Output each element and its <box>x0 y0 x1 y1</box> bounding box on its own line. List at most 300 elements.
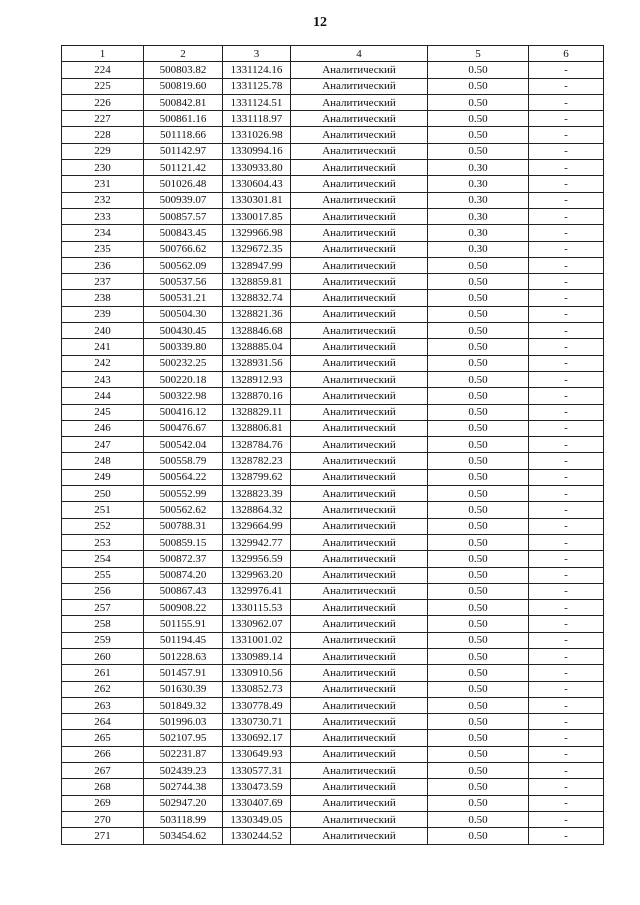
table-row <box>62 208 604 224</box>
coord-x-cell: 500564.22 <box>144 469 223 485</box>
accuracy-cell: 0.50 <box>428 486 529 502</box>
coord-y-cell: 1328912.93 <box>223 371 291 387</box>
table-row <box>62 648 604 664</box>
method-cell: Аналитический <box>291 306 428 322</box>
coord-x-cell: 501026.48 <box>144 176 223 192</box>
note-cell: - <box>529 323 604 339</box>
method-cell: Аналитический <box>291 290 428 306</box>
method-cell: Аналитический <box>291 420 428 436</box>
coordinates-table <box>61 45 604 845</box>
coord-x-cell: 500322.98 <box>144 388 223 404</box>
table-row <box>62 127 604 143</box>
note-cell: - <box>529 616 604 632</box>
method-cell: Аналитический <box>291 828 428 844</box>
table-row <box>62 62 604 78</box>
coord-x-cell: 500908.22 <box>144 600 223 616</box>
point-number-cell: 243 <box>62 371 144 387</box>
table-row <box>62 404 604 420</box>
column-header: 6 <box>529 46 604 62</box>
point-number-cell: 256 <box>62 583 144 599</box>
coord-x-cell: 500232.25 <box>144 355 223 371</box>
table-row <box>62 697 604 713</box>
method-cell: Аналитический <box>291 388 428 404</box>
note-cell: - <box>529 518 604 534</box>
accuracy-cell: 0.50 <box>428 257 529 273</box>
coord-y-cell: 1328870.16 <box>223 388 291 404</box>
coord-y-cell: 1328799.62 <box>223 469 291 485</box>
coord-y-cell: 1331026.98 <box>223 127 291 143</box>
note-cell: - <box>529 453 604 469</box>
accuracy-cell: 0.50 <box>428 143 529 159</box>
accuracy-cell: 0.50 <box>428 78 529 94</box>
accuracy-cell: 0.50 <box>428 127 529 143</box>
point-number-cell: 244 <box>62 388 144 404</box>
method-cell: Аналитический <box>291 600 428 616</box>
coord-x-cell: 501630.39 <box>144 681 223 697</box>
table-row <box>62 811 604 827</box>
method-cell: Аналитический <box>291 486 428 502</box>
coord-x-cell: 500788.31 <box>144 518 223 534</box>
coord-x-cell: 500859.15 <box>144 534 223 550</box>
coord-x-cell: 503118.99 <box>144 811 223 827</box>
point-number-cell: 247 <box>62 437 144 453</box>
accuracy-cell: 0.30 <box>428 176 529 192</box>
accuracy-cell: 0.50 <box>428 632 529 648</box>
point-number-cell: 261 <box>62 665 144 681</box>
table-row <box>62 437 604 453</box>
coord-x-cell: 500542.04 <box>144 437 223 453</box>
coord-y-cell: 1328885.04 <box>223 339 291 355</box>
coord-x-cell: 501118.66 <box>144 127 223 143</box>
point-number-cell: 246 <box>62 420 144 436</box>
coord-y-cell: 1329956.59 <box>223 551 291 567</box>
coord-x-cell: 500552.99 <box>144 486 223 502</box>
method-cell: Аналитический <box>291 437 428 453</box>
coord-y-cell: 1330778.49 <box>223 697 291 713</box>
coord-y-cell: 1331125.78 <box>223 78 291 94</box>
coord-y-cell: 1329672.35 <box>223 241 291 257</box>
note-cell: - <box>529 143 604 159</box>
method-cell: Аналитический <box>291 111 428 127</box>
coord-y-cell: 1328806.81 <box>223 420 291 436</box>
coord-y-cell: 1330604.43 <box>223 176 291 192</box>
coord-x-cell: 500339.80 <box>144 339 223 355</box>
accuracy-cell: 0.50 <box>428 811 529 827</box>
method-cell: Аналитический <box>291 681 428 697</box>
coord-x-cell: 502947.20 <box>144 795 223 811</box>
method-cell: Аналитический <box>291 62 428 78</box>
method-cell: Аналитический <box>291 583 428 599</box>
coord-x-cell: 501142.97 <box>144 143 223 159</box>
coord-x-cell: 501457.91 <box>144 665 223 681</box>
point-number-cell: 268 <box>62 779 144 795</box>
method-cell: Аналитический <box>291 502 428 518</box>
table-row <box>62 828 604 844</box>
coord-y-cell: 1330115.53 <box>223 600 291 616</box>
note-cell: - <box>529 94 604 110</box>
method-cell: Аналитический <box>291 160 428 176</box>
method-cell: Аналитический <box>291 371 428 387</box>
accuracy-cell: 0.30 <box>428 208 529 224</box>
note-cell: - <box>529 648 604 664</box>
table-row <box>62 306 604 322</box>
coord-y-cell: 1329942.77 <box>223 534 291 550</box>
method-cell: Аналитический <box>291 795 428 811</box>
point-number-cell: 242 <box>62 355 144 371</box>
coord-x-cell: 501155.91 <box>144 616 223 632</box>
table-row <box>62 714 604 730</box>
accuracy-cell: 0.50 <box>428 681 529 697</box>
table-row <box>62 420 604 436</box>
accuracy-cell: 0.50 <box>428 795 529 811</box>
point-number-cell: 266 <box>62 746 144 762</box>
method-cell: Аналитический <box>291 746 428 762</box>
method-cell: Аналитический <box>291 127 428 143</box>
method-cell: Аналитический <box>291 176 428 192</box>
table-row <box>62 274 604 290</box>
point-number-cell: 249 <box>62 469 144 485</box>
accuracy-cell: 0.30 <box>428 160 529 176</box>
accuracy-cell: 0.50 <box>428 355 529 371</box>
coord-y-cell: 1328931.56 <box>223 355 291 371</box>
method-cell: Аналитический <box>291 763 428 779</box>
coord-y-cell: 1328829.11 <box>223 404 291 420</box>
table-row <box>62 567 604 583</box>
coord-y-cell: 1330989.14 <box>223 648 291 664</box>
point-number-cell: 234 <box>62 225 144 241</box>
column-header: 2 <box>144 46 223 62</box>
table-row <box>62 486 604 502</box>
point-number-cell: 224 <box>62 62 144 78</box>
accuracy-cell: 0.50 <box>428 697 529 713</box>
accuracy-cell: 0.50 <box>428 616 529 632</box>
point-number-cell: 229 <box>62 143 144 159</box>
note-cell: - <box>529 388 604 404</box>
point-number-cell: 250 <box>62 486 144 502</box>
table-row <box>62 779 604 795</box>
table-row <box>62 730 604 746</box>
accuracy-cell: 0.30 <box>428 241 529 257</box>
coord-x-cell: 501849.32 <box>144 697 223 713</box>
note-cell: - <box>529 192 604 208</box>
accuracy-cell: 0.50 <box>428 714 529 730</box>
method-cell: Аналитический <box>291 241 428 257</box>
note-cell: - <box>529 404 604 420</box>
accuracy-cell: 0.50 <box>428 600 529 616</box>
coord-x-cell: 500867.43 <box>144 583 223 599</box>
coord-x-cell: 501228.63 <box>144 648 223 664</box>
coord-y-cell: 1330994.16 <box>223 143 291 159</box>
table-row <box>62 94 604 110</box>
accuracy-cell: 0.50 <box>428 371 529 387</box>
method-cell: Аналитический <box>291 78 428 94</box>
accuracy-cell: 0.50 <box>428 502 529 518</box>
point-number-cell: 252 <box>62 518 144 534</box>
table-row <box>62 616 604 632</box>
accuracy-cell: 0.50 <box>428 274 529 290</box>
coord-x-cell: 500843.45 <box>144 225 223 241</box>
accuracy-cell: 0.50 <box>428 94 529 110</box>
accuracy-cell: 0.50 <box>428 746 529 762</box>
method-cell: Аналитический <box>291 453 428 469</box>
method-cell: Аналитический <box>291 811 428 827</box>
note-cell: - <box>529 469 604 485</box>
coord-y-cell: 1330730.71 <box>223 714 291 730</box>
accuracy-cell: 0.30 <box>428 192 529 208</box>
note-cell: - <box>529 274 604 290</box>
note-cell: - <box>529 600 604 616</box>
coord-y-cell: 1330349.05 <box>223 811 291 827</box>
note-cell: - <box>529 779 604 795</box>
coord-y-cell: 1328947.99 <box>223 257 291 273</box>
point-number-cell: 235 <box>62 241 144 257</box>
method-cell: Аналитический <box>291 779 428 795</box>
column-header: 1 <box>62 46 144 62</box>
accuracy-cell: 0.50 <box>428 730 529 746</box>
note-cell: - <box>529 127 604 143</box>
point-number-cell: 232 <box>62 192 144 208</box>
point-number-cell: 227 <box>62 111 144 127</box>
method-cell: Аналитический <box>291 225 428 241</box>
table-row <box>62 746 604 762</box>
method-cell: Аналитический <box>291 616 428 632</box>
coord-y-cell: 1329966.98 <box>223 225 291 241</box>
note-cell: - <box>529 811 604 827</box>
table-row <box>62 355 604 371</box>
note-cell: - <box>529 290 604 306</box>
accuracy-cell: 0.50 <box>428 648 529 664</box>
table-row <box>62 257 604 273</box>
coord-y-cell: 1330962.07 <box>223 616 291 632</box>
note-cell: - <box>529 746 604 762</box>
note-cell: - <box>529 714 604 730</box>
coord-x-cell: 500766.62 <box>144 241 223 257</box>
method-cell: Аналитический <box>291 192 428 208</box>
point-number-cell: 233 <box>62 208 144 224</box>
coord-x-cell: 502107.95 <box>144 730 223 746</box>
note-cell: - <box>529 160 604 176</box>
method-cell: Аналитический <box>291 648 428 664</box>
accuracy-cell: 0.50 <box>428 518 529 534</box>
coord-x-cell: 500857.57 <box>144 208 223 224</box>
accuracy-cell: 0.50 <box>428 388 529 404</box>
coord-y-cell: 1329963.20 <box>223 567 291 583</box>
table-row <box>62 143 604 159</box>
method-cell: Аналитический <box>291 665 428 681</box>
accuracy-cell: 0.50 <box>428 111 529 127</box>
point-number-cell: 231 <box>62 176 144 192</box>
accuracy-cell: 0.50 <box>428 763 529 779</box>
table-row <box>62 453 604 469</box>
table-row <box>62 502 604 518</box>
coord-y-cell: 1328821.36 <box>223 306 291 322</box>
coord-y-cell: 1330473.59 <box>223 779 291 795</box>
coord-x-cell: 502231.87 <box>144 746 223 762</box>
accuracy-cell: 0.30 <box>428 225 529 241</box>
coord-y-cell: 1331124.16 <box>223 62 291 78</box>
coord-y-cell: 1330577.31 <box>223 763 291 779</box>
table-row <box>62 160 604 176</box>
table-row <box>62 111 604 127</box>
note-cell: - <box>529 534 604 550</box>
note-cell: - <box>529 111 604 127</box>
method-cell: Аналитический <box>291 551 428 567</box>
table-row <box>62 388 604 404</box>
point-number-cell: 230 <box>62 160 144 176</box>
note-cell: - <box>529 567 604 583</box>
accuracy-cell: 0.50 <box>428 534 529 550</box>
coord-y-cell: 1328859.81 <box>223 274 291 290</box>
method-cell: Аналитический <box>291 518 428 534</box>
method-cell: Аналитический <box>291 208 428 224</box>
accuracy-cell: 0.50 <box>428 323 529 339</box>
accuracy-cell: 0.50 <box>428 551 529 567</box>
point-number-cell: 238 <box>62 290 144 306</box>
table-row <box>62 176 604 192</box>
table-row <box>62 469 604 485</box>
note-cell: - <box>529 681 604 697</box>
method-cell: Аналитический <box>291 534 428 550</box>
coord-y-cell: 1330910.56 <box>223 665 291 681</box>
note-cell: - <box>529 208 604 224</box>
coord-x-cell: 502439.23 <box>144 763 223 779</box>
coord-x-cell: 500220.18 <box>144 371 223 387</box>
accuracy-cell: 0.50 <box>428 567 529 583</box>
coord-x-cell: 500842.81 <box>144 94 223 110</box>
table-header-row <box>62 46 604 62</box>
accuracy-cell: 0.50 <box>428 469 529 485</box>
point-number-cell: 253 <box>62 534 144 550</box>
table-row <box>62 518 604 534</box>
method-cell: Аналитический <box>291 404 428 420</box>
note-cell: - <box>529 486 604 502</box>
point-number-cell: 262 <box>62 681 144 697</box>
table-row <box>62 665 604 681</box>
table-row <box>62 763 604 779</box>
point-number-cell: 226 <box>62 94 144 110</box>
note-cell: - <box>529 62 604 78</box>
table-row <box>62 323 604 339</box>
coord-x-cell: 500562.09 <box>144 257 223 273</box>
coord-y-cell: 1330407.69 <box>223 795 291 811</box>
method-cell: Аналитический <box>291 257 428 273</box>
method-cell: Аналитический <box>291 339 428 355</box>
point-number-cell: 257 <box>62 600 144 616</box>
table-row <box>62 632 604 648</box>
note-cell: - <box>529 697 604 713</box>
coord-x-cell: 502744.38 <box>144 779 223 795</box>
point-number-cell: 258 <box>62 616 144 632</box>
point-number-cell: 267 <box>62 763 144 779</box>
point-number-cell: 259 <box>62 632 144 648</box>
point-number-cell: 225 <box>62 78 144 94</box>
method-cell: Аналитический <box>291 697 428 713</box>
column-header: 3 <box>223 46 291 62</box>
table-row <box>62 600 604 616</box>
page-number: 12 <box>313 15 327 30</box>
accuracy-cell: 0.50 <box>428 437 529 453</box>
coord-y-cell: 1331118.97 <box>223 111 291 127</box>
table-row <box>62 534 604 550</box>
coord-x-cell: 500531.21 <box>144 290 223 306</box>
point-number-cell: 245 <box>62 404 144 420</box>
method-cell: Аналитический <box>291 469 428 485</box>
point-number-cell: 236 <box>62 257 144 273</box>
table-row <box>62 371 604 387</box>
method-cell: Аналитический <box>291 730 428 746</box>
coord-x-cell: 503454.62 <box>144 828 223 844</box>
point-number-cell: 251 <box>62 502 144 518</box>
note-cell: - <box>529 420 604 436</box>
note-cell: - <box>529 730 604 746</box>
point-number-cell: 264 <box>62 714 144 730</box>
accuracy-cell: 0.50 <box>428 62 529 78</box>
coord-y-cell: 1328832.74 <box>223 290 291 306</box>
coord-x-cell: 500803.82 <box>144 62 223 78</box>
table-row <box>62 241 604 257</box>
table-row <box>62 339 604 355</box>
accuracy-cell: 0.50 <box>428 828 529 844</box>
coord-y-cell: 1328846.68 <box>223 323 291 339</box>
coord-x-cell: 500416.12 <box>144 404 223 420</box>
point-number-cell: 265 <box>62 730 144 746</box>
accuracy-cell: 0.50 <box>428 420 529 436</box>
coord-y-cell: 1331001.02 <box>223 632 291 648</box>
table-row <box>62 290 604 306</box>
coord-x-cell: 501194.45 <box>144 632 223 648</box>
point-number-cell: 254 <box>62 551 144 567</box>
column-header: 4 <box>291 46 428 62</box>
accuracy-cell: 0.50 <box>428 665 529 681</box>
table-row <box>62 225 604 241</box>
note-cell: - <box>529 551 604 567</box>
note-cell: - <box>529 763 604 779</box>
note-cell: - <box>529 241 604 257</box>
accuracy-cell: 0.50 <box>428 339 529 355</box>
point-number-cell: 270 <box>62 811 144 827</box>
accuracy-cell: 0.50 <box>428 779 529 795</box>
coord-y-cell: 1330692.17 <box>223 730 291 746</box>
table-row <box>62 192 604 208</box>
coord-x-cell: 500872.37 <box>144 551 223 567</box>
method-cell: Аналитический <box>291 714 428 730</box>
point-number-cell: 263 <box>62 697 144 713</box>
method-cell: Аналитический <box>291 632 428 648</box>
note-cell: - <box>529 437 604 453</box>
coord-y-cell: 1330933.80 <box>223 160 291 176</box>
point-number-cell: 248 <box>62 453 144 469</box>
note-cell: - <box>529 828 604 844</box>
coord-y-cell: 1330852.73 <box>223 681 291 697</box>
note-cell: - <box>529 257 604 273</box>
coord-y-cell: 1328864.32 <box>223 502 291 518</box>
table-row <box>62 681 604 697</box>
point-number-cell: 239 <box>62 306 144 322</box>
note-cell: - <box>529 583 604 599</box>
coord-x-cell: 500819.60 <box>144 78 223 94</box>
point-number-cell: 260 <box>62 648 144 664</box>
coord-x-cell: 501121.42 <box>144 160 223 176</box>
note-cell: - <box>529 371 604 387</box>
note-cell: - <box>529 225 604 241</box>
note-cell: - <box>529 78 604 94</box>
coord-x-cell: 500558.79 <box>144 453 223 469</box>
table-row <box>62 551 604 567</box>
coord-y-cell: 1330244.52 <box>223 828 291 844</box>
coord-x-cell: 500939.07 <box>144 192 223 208</box>
coord-x-cell: 500537.56 <box>144 274 223 290</box>
note-cell: - <box>529 795 604 811</box>
